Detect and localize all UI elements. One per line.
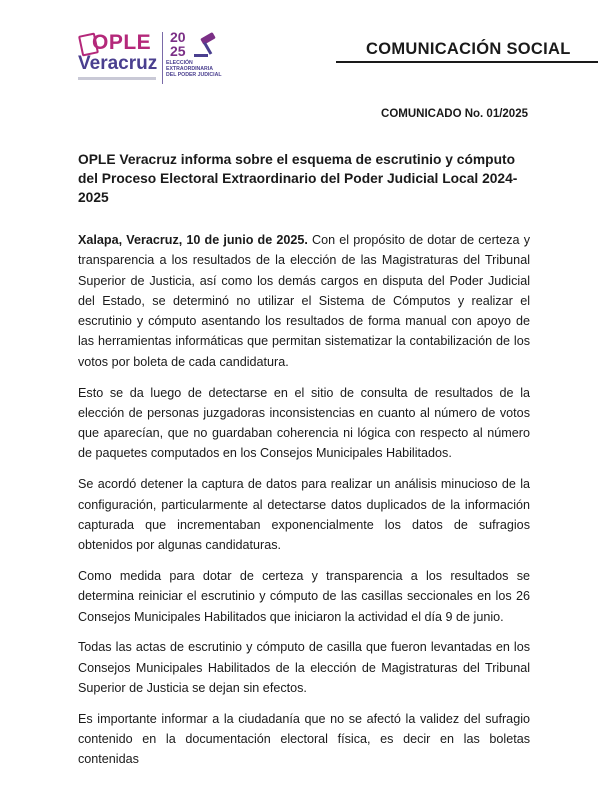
body-paragraph: Esto se da luego de detectarse en el sitio de consulta de resultados de la elección de personas juzgadoras inconsistencias en cuanto al número de votos que aparecían, que no guardaban coherencia ni lógica con respecto al número de paquetes computados en los Consejos Municipales Habilitados. — [78, 385, 530, 461]
election-label-line: ELECCIÓN — [166, 60, 193, 66]
letterhead — [0, 0, 614, 96]
title-underline — [336, 61, 598, 63]
election-label-line: DEL PODER JUDICIAL — [166, 72, 222, 79]
body-paragraph: Se acordó detener la captura de datos para realizar un análisis minucioso de la configuración, particularmente al detectarse datos duplicados de la información capturada que incrementaban exponencialmente los datos de sufragios obtenidos por algunas candidaturas. — [78, 477, 530, 553]
gavel-icon — [192, 32, 222, 58]
paragraph-text: Con el propósito de dotar de certeza y transparencia a los resultados de la elección de las Magistraturas del Tribunal Superior de Justicia, así como los demás cargos en disputa del Poder Judicial del Estado, se determinó no utilizar el Sistema de Cómputos y realizar el escrutinio y cómputo asentando los resultados de forma manual con apoyo de las herramientas informáticas que permitan sistematizar la contabilización de los votos por boleta de cada candidatura. — [78, 233, 530, 369]
logo-divider — [162, 32, 163, 84]
body-paragraph: Como medida para dotar de certeza y transparencia a los resultados se determina reiniciar el escrutinio y cómputo de las casillas seccionales en los 26 Consejos Municipales Habilitados que iniciaron la actividad el día 9 de junio. — [78, 568, 530, 624]
communique-number: COMUNICADO No. 01/2025 — [381, 108, 528, 120]
department-title: COMUNICACIÓN SOCIAL — [366, 40, 571, 58]
election-label — [166, 60, 224, 79]
ople-veracruz-logo — [78, 30, 158, 86]
body-paragraph — [78, 230, 530, 372]
ople-logo-text: OPLE — [92, 31, 152, 54]
election-label-line: EXTRAORDINARIA — [166, 66, 213, 73]
press-release-headline: OPLE Veracruz informa sobre el esquema de escrutinio y cómputo del Proceso Electoral Extraordinario del Poder Judicial Local 2024-2025 — [78, 152, 518, 205]
year-bottom: 25 — [170, 43, 186, 59]
body-paragraph: Es importante informar a la ciudadanía que no se afectó la validez del sufragio contenido en la documentación electoral física, es decir en las boletas contenidas — [78, 711, 530, 767]
veracruz-logo-text: Veracruz — [78, 53, 158, 74]
logo-underline — [78, 77, 156, 80]
year-top: 20 — [170, 29, 186, 45]
dateline: Xalapa, Veracruz, 10 de junio de 2025. — [78, 233, 308, 247]
body-paragraph: Todas las actas de escrutinio y cómputo de casilla que fueron levantadas en los Consejos Municipales Habilitados de la elección de Magistraturas del Tribunal Superior de Justicia se dejan sin efectos. — [78, 640, 530, 695]
press-release-body — [78, 230, 530, 780]
election-2025-logo — [166, 30, 224, 88]
